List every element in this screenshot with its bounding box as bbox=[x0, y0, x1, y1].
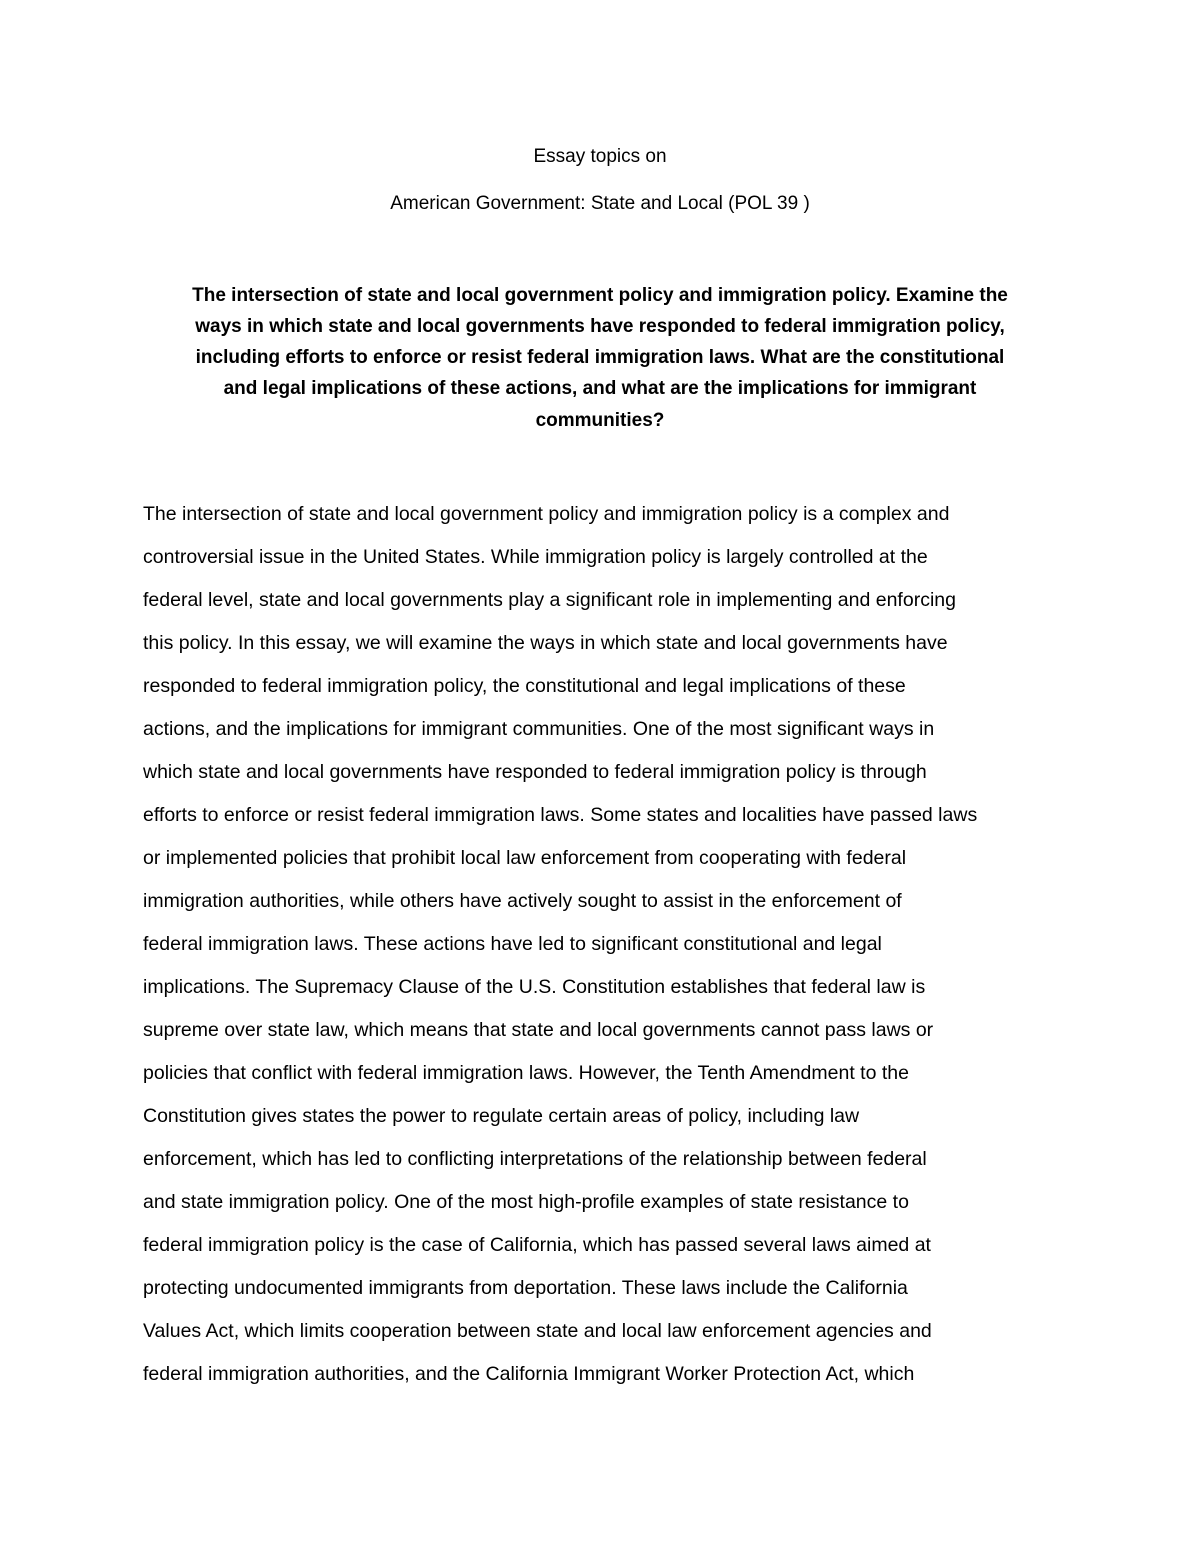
essay-line: protecting undocumented immigrants from deportation. These laws include the California bbox=[143, 1277, 908, 1299]
essay-line: supreme over state law, which means that state and local governments cannot pass laws or bbox=[143, 1019, 934, 1041]
essay-line: enforcement, which has led to conflicting interpretations of the relationship between federal bbox=[143, 1148, 927, 1170]
essay-line: The intersection of state and local government policy and immigration policy is a complex and bbox=[143, 503, 950, 525]
essay-line: federal level, state and local governments play a significant role in implementing and enforcing bbox=[143, 589, 956, 611]
essay-line: federal immigration laws. These actions have led to significant constitutional and legal bbox=[143, 933, 882, 955]
essay-line: Constitution gives states the power to regulate certain areas of policy, including law bbox=[143, 1105, 860, 1127]
topic-line: ways in which state and local governments have responded to federal immigration policy, bbox=[195, 316, 1005, 337]
essay-line: which state and local governments have responded to federal immigration policy is through bbox=[143, 761, 927, 783]
essay-line: responded to federal immigration policy, the constitutional and legal implications of these bbox=[143, 675, 906, 697]
topic-line: and legal implications of these actions, and what are the implications for immigrant bbox=[223, 378, 977, 399]
essay-line: and state immigration policy. One of the most high-profile examples of state resistance to bbox=[143, 1191, 909, 1213]
essay-line: efforts to enforce or resist federal immigration laws. Some states and localities have passed laws bbox=[143, 804, 978, 826]
topic-line: The intersection of state and local government policy and immigration policy. Examine the bbox=[192, 285, 1008, 306]
essay-line: policies that conflict with federal immigration laws. However, the Tenth Amendment to the bbox=[143, 1062, 909, 1084]
topic-line: communities? bbox=[535, 410, 665, 431]
essay-line: this policy. In this essay, we will examine the ways in which state and local governments have bbox=[143, 632, 948, 654]
essay-line: actions, and the implications for immigrant communities. One of the most significant ways in bbox=[143, 718, 935, 740]
essay-line: implications. The Supremacy Clause of the U.S. Constitution establishes that federal law is bbox=[143, 976, 926, 998]
essay-line: Values Act, which limits cooperation between state and local law enforcement agencies and bbox=[143, 1320, 932, 1342]
essay-line: federal immigration authorities, and the California Immigrant Worker Protection Act, which bbox=[143, 1363, 915, 1385]
topic-line: including efforts to enforce or resist federal immigration laws. What are the constitutional bbox=[195, 347, 1005, 368]
essay-line: federal immigration policy is the case of California, which has passed several laws aimed at bbox=[143, 1234, 931, 1256]
essay-line: or implemented policies that prohibit local law enforcement from cooperating with federal bbox=[143, 847, 907, 869]
essay-line: immigration authorities, while others have actively sought to assist in the enforcement of bbox=[143, 890, 902, 912]
essay-line: controversial issue in the United States. While immigration policy is largely controlled at the bbox=[143, 546, 928, 568]
course-title: American Government: State and Local (POL 39 ) bbox=[390, 193, 810, 214]
document-heading: Essay topics on bbox=[533, 146, 667, 167]
